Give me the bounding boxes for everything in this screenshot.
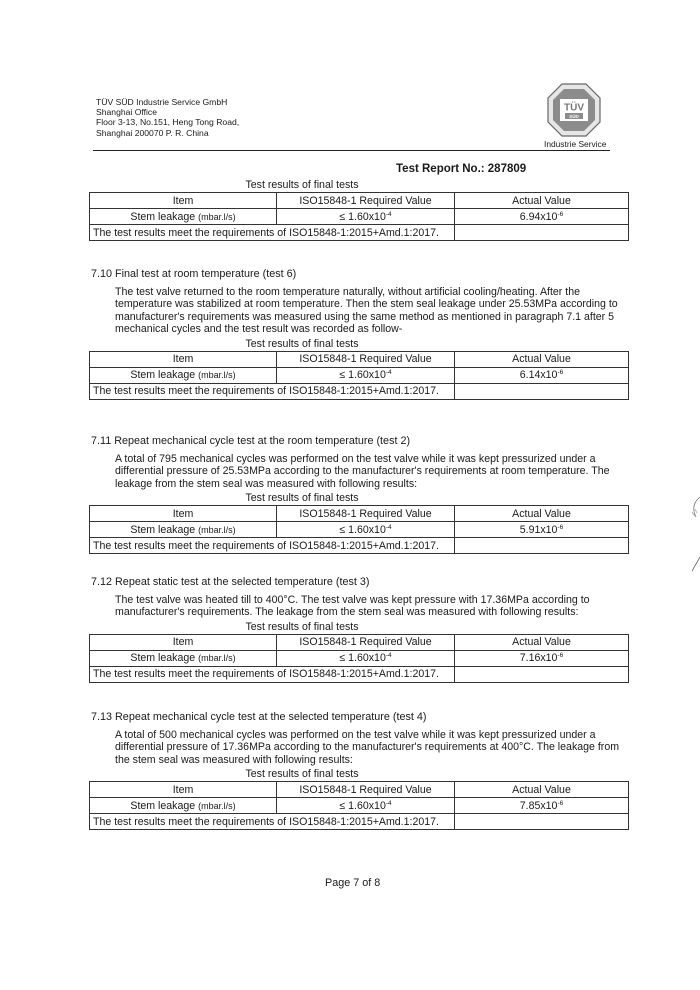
conclusion-text: The test results meet the requirements of ISO15848-1:2015+Amd.1:2017. xyxy=(90,225,455,241)
row-required xyxy=(277,522,455,538)
table-header-row xyxy=(90,506,629,522)
header-required: ISO15848-1 Required Value xyxy=(277,351,455,367)
section-heading: 7.11 Repeat mechanical cycle test at the room temperature (test 2) xyxy=(91,435,411,447)
header-actual: Actual Value xyxy=(455,506,629,522)
header-actual: Actual Value xyxy=(455,351,629,367)
conclusion-empty xyxy=(455,666,629,682)
conclusion-row xyxy=(90,225,629,241)
row-item-label: Stem leakage xyxy=(130,523,196,536)
row-item-unit: (mbar.l/s) xyxy=(198,211,236,222)
page-number: Page 7 of 8 xyxy=(325,877,381,889)
required-exp: -4 xyxy=(385,652,392,660)
required-exp: -4 xyxy=(385,799,392,807)
actual-base: 7.85x10 xyxy=(519,799,558,812)
table-row xyxy=(90,522,629,538)
row-actual xyxy=(455,367,629,383)
company-street: Floor 3-13, No.151, Heng Tong Road, xyxy=(96,117,240,128)
edge-stamp-mark xyxy=(686,495,700,575)
header-required: ISO15848-1 Required Value xyxy=(277,782,455,798)
conclusion-text: The test results meet the requirements of ISO15848-1:2015+Amd.1:2017. xyxy=(90,666,455,682)
row-item-label: Stem leakage xyxy=(130,799,196,812)
result-section-7-11 xyxy=(85,435,630,554)
required-exp: -4 xyxy=(385,523,392,531)
required-base: ≤ 1.60x10 xyxy=(339,652,386,665)
actual-exp: -6 xyxy=(557,523,564,531)
table-row xyxy=(90,209,629,225)
conclusion-row xyxy=(90,814,629,830)
required-exp: -4 xyxy=(385,210,392,218)
row-actual xyxy=(455,209,629,225)
table-header-row xyxy=(90,193,629,209)
header-item: Item xyxy=(90,351,277,367)
required-base: ≤ 1.60x10 xyxy=(339,523,386,536)
section-paragraph: A total of 500 mechanical cycles was performed on the test valve while it was kept pressurized under a differential pressure of 17.36MPa according to the manufacturer's requirements at 400°C. The leakage from the stem seal was measured with following results: xyxy=(115,729,620,766)
table-header-row xyxy=(90,634,629,650)
row-item-label: Stem leakage xyxy=(130,210,196,223)
header-actual: Actual Value xyxy=(455,782,629,798)
row-item-unit: (mbar.l/s) xyxy=(198,800,236,811)
section-paragraph: The test valve was heated till to 400°C. The test valve was kept pressure with 17.36MPa according to manufacturer's requirements. The leakage from the stem seal was measured with following results: xyxy=(115,594,590,619)
header-actual: Actual Value xyxy=(455,193,629,209)
row-item xyxy=(90,522,277,538)
header-divider xyxy=(93,150,610,151)
report-number: Test Report No.: 287809 xyxy=(396,163,527,175)
conclusion-text: The test results meet the requirements of ISO15848-1:2015+Amd.1:2017. xyxy=(90,383,455,399)
actual-base: 7.16x10 xyxy=(519,652,558,665)
header-item: Item xyxy=(90,506,277,522)
actual-exp: -6 xyxy=(557,369,564,377)
table-row xyxy=(90,798,629,814)
required-base: ≤ 1.60x10 xyxy=(339,799,386,812)
result-section-7-12 xyxy=(85,576,630,683)
section-heading: 7.12 Repeat static test at the selected temperature (test 3) xyxy=(91,576,370,588)
conclusion-text: The test results meet the requirements of ISO15848-1:2015+Amd.1:2017. xyxy=(90,538,455,554)
company-address xyxy=(96,97,239,138)
row-required xyxy=(277,367,455,383)
result-section-7-10 xyxy=(85,268,630,400)
row-item-label: Stem leakage xyxy=(130,369,196,382)
company-city: Shanghai 200070 P. R. China xyxy=(96,127,209,138)
header-item: Item xyxy=(90,782,277,798)
row-item-unit: (mbar.l/s) xyxy=(198,370,236,381)
results-table xyxy=(89,505,629,554)
logo-caption: Industrie Service xyxy=(544,139,607,149)
results-table xyxy=(89,192,629,241)
section-heading: 7.10 Final test at room temperature (test 6) xyxy=(91,268,297,280)
table-caption: Test results of final tests xyxy=(245,492,359,505)
header-item: Item xyxy=(90,634,277,650)
row-actual xyxy=(455,798,629,814)
section-paragraph: The test valve returned to the room temperature naturally, without artificial cooling/heating. After the temperature was stabilized at room temperature. Then the stem seal leakage under 25.53MPa according to manufacturer's requirements was measured using the same method as mentioned in paragraph 7.1 after 5 mechanical cycles and the test result was recorded as follow- xyxy=(115,286,618,336)
conclusion-row xyxy=(90,538,629,554)
row-item xyxy=(90,650,277,666)
logo-text-tuv: TÜV xyxy=(564,102,584,114)
row-required xyxy=(277,209,455,225)
row-item xyxy=(90,798,277,814)
required-exp: -4 xyxy=(385,369,392,377)
header-required: ISO15848-1 Required Value xyxy=(277,506,455,522)
tuv-sud-logo xyxy=(546,82,602,138)
row-actual xyxy=(455,650,629,666)
company-name: TÜV SÜD Industrie Service GmbH xyxy=(96,97,228,107)
row-actual xyxy=(455,522,629,538)
conclusion-empty xyxy=(455,814,629,830)
table-caption: Test results of final tests xyxy=(245,768,359,781)
table-header-row xyxy=(90,782,629,798)
table-row xyxy=(90,650,629,666)
row-item-unit: (mbar.l/s) xyxy=(198,524,236,535)
row-required xyxy=(277,650,455,666)
required-base: ≤ 1.60x10 xyxy=(339,210,386,223)
actual-exp: -6 xyxy=(557,210,564,218)
actual-base: 5.91x10 xyxy=(519,523,558,536)
conclusion-row xyxy=(90,666,629,682)
conclusion-empty xyxy=(455,538,629,554)
result-section-1 xyxy=(85,179,630,241)
required-base: ≤ 1.60x10 xyxy=(339,369,386,382)
conclusion-empty xyxy=(455,383,629,399)
company-office: Shanghai Office xyxy=(96,107,157,118)
actual-base: 6.94x10 xyxy=(519,210,558,223)
table-caption: Test results of final tests xyxy=(245,179,359,191)
table-row xyxy=(90,367,629,383)
results-table xyxy=(89,781,629,830)
section-paragraph: A total of 795 mechanical cycles was performed on the test valve while it was kept pressurized under a differential pressure of 25.53MPa according to the manufacturer's requirements at room temperature. The leakage from the stem seal was measured with following results: xyxy=(115,453,610,490)
actual-exp: -6 xyxy=(557,799,564,807)
row-item xyxy=(90,367,277,383)
conclusion-empty xyxy=(455,225,629,241)
header-item: Item xyxy=(90,193,277,209)
row-item xyxy=(90,209,277,225)
header-required: ISO15848-1 Required Value xyxy=(277,193,455,209)
logo-text-sud: SÜD xyxy=(569,114,579,119)
section-heading: 7.13 Repeat mechanical cycle test at the selected temperature (test 4) xyxy=(91,711,427,723)
actual-exp: -6 xyxy=(557,652,564,660)
table-header-row xyxy=(90,351,629,367)
table-caption: Test results of final tests xyxy=(245,337,359,350)
conclusion-text: The test results meet the requirements of ISO15848-1:2015+Amd.1:2017. xyxy=(90,814,455,830)
row-item-unit: (mbar.l/s) xyxy=(198,653,236,664)
conclusion-row xyxy=(90,383,629,399)
row-required xyxy=(277,798,455,814)
results-table xyxy=(89,351,629,400)
row-item-label: Stem leakage xyxy=(130,652,196,665)
header-required: ISO15848-1 Required Value xyxy=(277,634,455,650)
header-actual: Actual Value xyxy=(455,634,629,650)
actual-base: 6.14x10 xyxy=(519,369,558,382)
results-table xyxy=(89,634,629,683)
result-section-7-13 xyxy=(85,711,630,830)
table-caption: Test results of final tests xyxy=(245,620,359,633)
